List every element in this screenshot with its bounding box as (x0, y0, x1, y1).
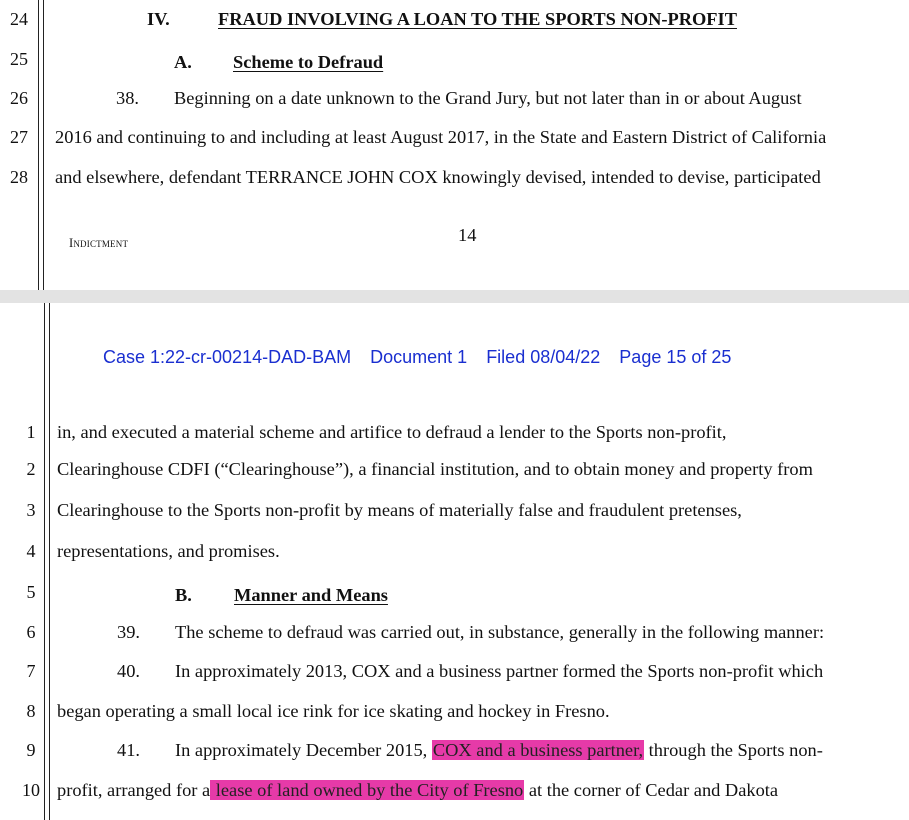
text-segment: at the corner of Cedar and Dakota (524, 780, 779, 800)
body-text: Beginning on a date unknown to the Grand Jury, but not later than in or about August (174, 88, 802, 108)
line-number: 24 (10, 9, 28, 29)
body-text: began operating a small local ice rink for ice skating and hockey in Fresno. (57, 701, 610, 721)
line-number: 9 (26, 740, 36, 760)
section-marker: IV. (147, 9, 170, 29)
body-text: Clearinghouse to the Sports non-profit by means of materially false and fraudulent pretenses, (57, 500, 742, 520)
case-number: Case 1:22-cr-00214-DAD-BAM (103, 347, 352, 367)
line-number: 28 (10, 167, 28, 187)
page-indicator: Page 15 of 25 (619, 347, 732, 367)
line-number: 6 (26, 622, 36, 642)
filed-date: Filed 08/04/22 (486, 347, 601, 367)
document-page-15 (0, 303, 909, 820)
page-separator (0, 290, 909, 303)
line-number: 3 (26, 500, 36, 520)
footer-label: Indictment (69, 236, 129, 250)
line-number: 25 (10, 49, 28, 69)
paragraph-number: 40. (117, 661, 140, 681)
margin-rule-left (38, 0, 39, 290)
line-number: 1 (26, 422, 36, 442)
section-heading: FRAUD INVOLVING A LOAN TO THE SPORTS NON-PROFIT (218, 9, 737, 29)
text-segment: profit, arranged for a (57, 780, 211, 800)
line-number: 8 (26, 701, 36, 721)
subsection-marker: A. (174, 52, 192, 72)
line-number: 26 (10, 88, 28, 108)
paragraph-number: 41. (117, 740, 140, 760)
line-number: 27 (10, 127, 28, 147)
document-page-14 (0, 0, 909, 290)
highlighted-text: COX and a business partner, (432, 740, 644, 760)
line-number: 2 (26, 459, 36, 479)
text-segment: through the Sports non- (644, 740, 823, 760)
subsection-marker: B. (175, 585, 192, 605)
body-text: representations, and promises. (57, 541, 280, 561)
subsection-heading: Manner and Means (234, 585, 388, 605)
body-text: in, and executed a material scheme and artifice to defraud a lender to the Sports non-profit, (57, 422, 727, 442)
line-number: 4 (26, 541, 36, 561)
line-number: 5 (26, 582, 36, 602)
margin-rule-left-double (43, 0, 44, 290)
text-segment: In approximately December 2015, (175, 740, 432, 760)
document-number: Document 1 (370, 347, 468, 367)
body-text: The scheme to defraud was carried out, in substance, generally in the following manner: (175, 622, 825, 642)
body-text (175, 740, 823, 761)
highlighted-text: lease of land owned by the City of Fresno (211, 780, 524, 800)
case-header (103, 347, 745, 368)
body-text: Clearinghouse CDFI (“Clearinghouse”), a financial institution, and to obtain money and property from (57, 459, 813, 479)
paragraph-number: 38. (116, 88, 139, 108)
line-number: 10 (22, 780, 40, 800)
paragraph-number: 39. (117, 622, 140, 642)
page-number: 14 (458, 225, 477, 245)
body-text (57, 780, 778, 801)
margin-rule-left-double (49, 303, 50, 820)
body-text: 2016 and continuing to and including at least August 2017, in the State and Eastern District of California (55, 127, 827, 147)
line-number: 7 (26, 661, 36, 681)
subsection-heading: Scheme to Defraud (233, 52, 384, 72)
body-text: and elsewhere, defendant TERRANCE JOHN COX knowingly devised, intended to devise, participated (55, 167, 821, 187)
body-text: In approximately 2013, COX and a business partner formed the Sports non-profit which (175, 661, 824, 681)
